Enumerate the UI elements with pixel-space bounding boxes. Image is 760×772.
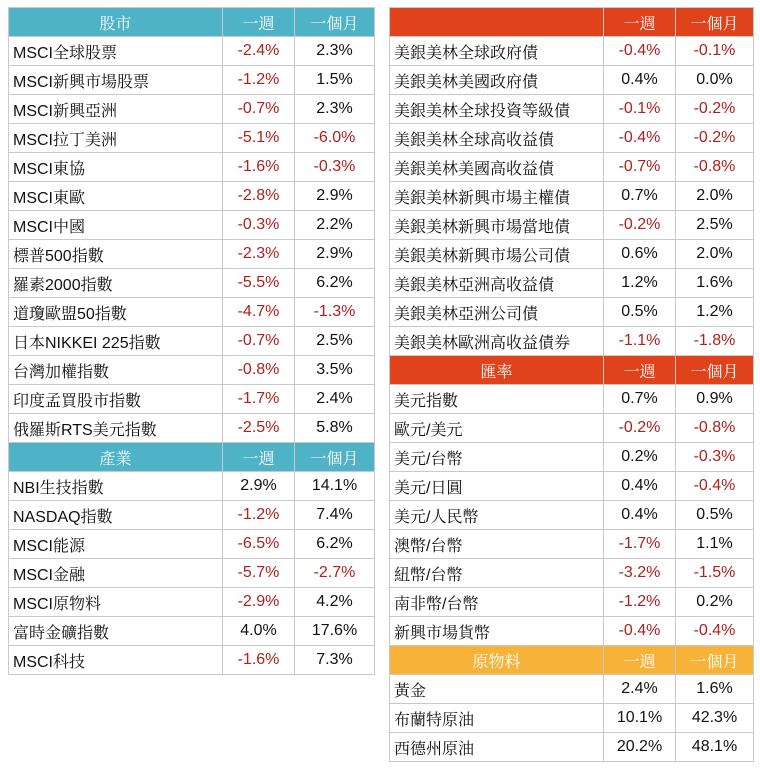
week-change: 4.0% (223, 617, 295, 646)
week-change: -2.4% (223, 37, 295, 66)
row-label: MSCI原物料 (9, 588, 223, 617)
right-table-body (390, 8, 754, 762)
week-change: -0.4% (604, 617, 676, 646)
row-label: 美銀美林歐洲高收益債券 (390, 327, 604, 356)
table-row (390, 501, 754, 530)
month-change: 1.2% (676, 298, 754, 327)
row-label: 歐元/美元 (390, 414, 604, 443)
month-change: 0.5% (676, 501, 754, 530)
row-label: 南非幣/台幣 (390, 588, 604, 617)
table-row (390, 472, 754, 501)
fx-header-label: 匯率 (390, 356, 604, 385)
row-label: MSCI金融 (9, 559, 223, 588)
month-change: 1.6% (676, 269, 754, 298)
month-change: 0.0% (676, 66, 754, 95)
week-change: -1.6% (223, 646, 295, 675)
row-label: MSCI能源 (9, 530, 223, 559)
table-row (390, 385, 754, 414)
week-change: -1.2% (604, 588, 676, 617)
row-label: 美銀美林美國高收益債 (390, 153, 604, 182)
month-change: -0.1% (676, 37, 754, 66)
row-label: 美銀美林新興市場主權債 (390, 182, 604, 211)
table-row (9, 240, 375, 269)
row-label: 澳幣/台幣 (390, 530, 604, 559)
month-change: 6.2% (295, 269, 375, 298)
month-change: 14.1% (295, 472, 375, 501)
month-change: -0.8% (676, 153, 754, 182)
commodities-header-label: 原物料 (390, 646, 604, 675)
week-change: 0.4% (604, 66, 676, 95)
table-row (390, 588, 754, 617)
week-change: -0.1% (604, 95, 676, 124)
week-change: -6.5% (223, 530, 295, 559)
table-row (9, 66, 375, 95)
left-table-body (9, 8, 375, 675)
week-change: -0.3% (223, 211, 295, 240)
right-table (389, 7, 754, 762)
row-label: 標普500指數 (9, 240, 223, 269)
month-change: -1.5% (676, 559, 754, 588)
row-label: MSCI拉丁美洲 (9, 124, 223, 153)
month-change: -0.3% (676, 443, 754, 472)
row-label: 美元/台幣 (390, 443, 604, 472)
week-change: 0.2% (604, 443, 676, 472)
month-change: 0.9% (676, 385, 754, 414)
stocks-header-month: 一個月 (295, 8, 375, 37)
week-change: -0.2% (604, 414, 676, 443)
table-row (9, 182, 375, 211)
row-label: 美銀美林亞洲高收益債 (390, 269, 604, 298)
month-change: 1.5% (295, 66, 375, 95)
month-change: 0.2% (676, 588, 754, 617)
month-change: 2.5% (295, 327, 375, 356)
week-change: 0.6% (604, 240, 676, 269)
table-row (390, 559, 754, 588)
week-change: 1.2% (604, 269, 676, 298)
table-row (390, 733, 754, 762)
fx-header-week: 一週 (604, 356, 676, 385)
row-label: 台灣加權指數 (9, 356, 223, 385)
table-row (390, 182, 754, 211)
week-change: -2.9% (223, 588, 295, 617)
table-row (390, 153, 754, 182)
month-change: 2.5% (676, 211, 754, 240)
row-label: 俄羅斯RTS美元指數 (9, 414, 223, 443)
week-change: 0.4% (604, 472, 676, 501)
week-change: 0.5% (604, 298, 676, 327)
month-change: -1.8% (676, 327, 754, 356)
week-change: 20.2% (604, 733, 676, 762)
month-change: 2.9% (295, 182, 375, 211)
bonds-header-row (390, 8, 754, 37)
table-row (390, 617, 754, 646)
table-row (390, 240, 754, 269)
row-label: 美銀美林新興市場當地債 (390, 211, 604, 240)
row-label: 美銀美林全球高收益債 (390, 124, 604, 153)
row-label: 日本NIKKEI 225指數 (9, 327, 223, 356)
row-label: 紐幣/台幣 (390, 559, 604, 588)
fx-header-row (390, 356, 754, 385)
table-row (9, 356, 375, 385)
left-table (8, 7, 375, 675)
table-row (390, 37, 754, 66)
week-change: -1.2% (223, 66, 295, 95)
week-change: 0.7% (604, 182, 676, 211)
table-row (390, 443, 754, 472)
table-row (9, 37, 375, 66)
industry-header-row (9, 443, 375, 472)
week-change: -2.3% (223, 240, 295, 269)
bonds-header-week: 一週 (604, 8, 676, 37)
week-change: -5.7% (223, 559, 295, 588)
row-label: 美元指數 (390, 385, 604, 414)
month-change: 48.1% (676, 733, 754, 762)
week-change: -0.7% (604, 153, 676, 182)
stocks-header-week: 一週 (223, 8, 295, 37)
row-label: MSCI全球股票 (9, 37, 223, 66)
month-change: 7.4% (295, 501, 375, 530)
month-change: 1.1% (676, 530, 754, 559)
table-row (390, 66, 754, 95)
industry-header-month: 一個月 (295, 443, 375, 472)
month-change: -0.8% (676, 414, 754, 443)
table-row (390, 124, 754, 153)
row-label: MSCI中國 (9, 211, 223, 240)
table-row (390, 211, 754, 240)
table-row (9, 124, 375, 153)
row-label: 布蘭特原油 (390, 704, 604, 733)
table-row (9, 559, 375, 588)
row-label: 美銀美林美國政府債 (390, 66, 604, 95)
commodities-header-week: 一週 (604, 646, 676, 675)
month-change: 7.3% (295, 646, 375, 675)
week-change: -0.4% (604, 37, 676, 66)
week-change: 0.7% (604, 385, 676, 414)
month-change: -0.2% (676, 95, 754, 124)
table-row (9, 95, 375, 124)
table-row (390, 675, 754, 704)
row-label: 西德州原油 (390, 733, 604, 762)
week-change: -2.5% (223, 414, 295, 443)
industry-header-label: 產業 (9, 443, 223, 472)
month-change: -1.3% (295, 298, 375, 327)
row-label: 美元/人民幣 (390, 501, 604, 530)
row-label: 印度孟買股市指數 (9, 385, 223, 414)
row-label: MSCI新興亞洲 (9, 95, 223, 124)
row-label: MSCI新興市場股票 (9, 66, 223, 95)
row-label: 道瓊歐盟50指數 (9, 298, 223, 327)
month-change: -0.4% (676, 472, 754, 501)
week-change: -0.7% (223, 327, 295, 356)
month-change: 2.2% (295, 211, 375, 240)
commodities-header-row (390, 646, 754, 675)
row-label: 美銀美林全球投資等級債 (390, 95, 604, 124)
table-row (390, 95, 754, 124)
row-label: 美銀美林全球政府債 (390, 37, 604, 66)
fx-header-month: 一個月 (676, 356, 754, 385)
bonds-header-month: 一個月 (676, 8, 754, 37)
row-label: NBI生技指數 (9, 472, 223, 501)
week-change: -0.2% (604, 211, 676, 240)
table-row (9, 298, 375, 327)
industry-header-week: 一週 (223, 443, 295, 472)
table-row (390, 704, 754, 733)
month-change: -0.3% (295, 153, 375, 182)
table-row (390, 414, 754, 443)
month-change: 2.3% (295, 95, 375, 124)
week-change: 0.4% (604, 501, 676, 530)
table-row (9, 472, 375, 501)
row-label: 美銀美林新興市場公司債 (390, 240, 604, 269)
month-change: 1.6% (676, 675, 754, 704)
table-row (390, 530, 754, 559)
month-change: 17.6% (295, 617, 375, 646)
row-label: 羅素2000指數 (9, 269, 223, 298)
table-row (9, 646, 375, 675)
month-change: 5.8% (295, 414, 375, 443)
week-change: -2.8% (223, 182, 295, 211)
month-change: -0.2% (676, 124, 754, 153)
row-label: 新興市場貨幣 (390, 617, 604, 646)
table-row (9, 269, 375, 298)
stocks-header-label: 股市 (9, 8, 223, 37)
month-change: 42.3% (676, 704, 754, 733)
week-change: -5.5% (223, 269, 295, 298)
row-label: 美銀美林亞洲公司債 (390, 298, 604, 327)
table-row (390, 269, 754, 298)
table-row (9, 617, 375, 646)
week-change: -1.1% (604, 327, 676, 356)
row-label: 美元/日圓 (390, 472, 604, 501)
week-change: 10.1% (604, 704, 676, 733)
week-change: -1.2% (223, 501, 295, 530)
row-label: MSCI科技 (9, 646, 223, 675)
row-label: MSCI東協 (9, 153, 223, 182)
week-change: -0.8% (223, 356, 295, 385)
bonds-header-label (390, 8, 604, 37)
row-label: 黃金 (390, 675, 604, 704)
row-label: NASDAQ指數 (9, 501, 223, 530)
table-row (9, 588, 375, 617)
week-change: -4.7% (223, 298, 295, 327)
month-change: -6.0% (295, 124, 375, 153)
month-change: 3.5% (295, 356, 375, 385)
month-change: 2.0% (676, 182, 754, 211)
week-change: 2.4% (604, 675, 676, 704)
week-change: -1.6% (223, 153, 295, 182)
week-change: -5.1% (223, 124, 295, 153)
row-label: MSCI東歐 (9, 182, 223, 211)
table-row (9, 153, 375, 182)
week-change: -1.7% (223, 385, 295, 414)
month-change: -2.7% (295, 559, 375, 588)
table-row (9, 385, 375, 414)
month-change: 6.2% (295, 530, 375, 559)
table-row (9, 327, 375, 356)
week-change: 2.9% (223, 472, 295, 501)
table-row (9, 211, 375, 240)
table-row (9, 501, 375, 530)
week-change: -3.2% (604, 559, 676, 588)
month-change: 4.2% (295, 588, 375, 617)
table-row (390, 327, 754, 356)
table-row (9, 530, 375, 559)
table-row (390, 298, 754, 327)
month-change: -0.4% (676, 617, 754, 646)
month-change: 2.4% (295, 385, 375, 414)
commodities-header-month: 一個月 (676, 646, 754, 675)
week-change: -0.4% (604, 124, 676, 153)
week-change: -1.7% (604, 530, 676, 559)
week-change: -0.7% (223, 95, 295, 124)
month-change: 2.3% (295, 37, 375, 66)
stocks-header-row (9, 8, 375, 37)
row-label: 富時金礦指數 (9, 617, 223, 646)
month-change: 2.9% (295, 240, 375, 269)
table-row (9, 414, 375, 443)
month-change: 2.0% (676, 240, 754, 269)
